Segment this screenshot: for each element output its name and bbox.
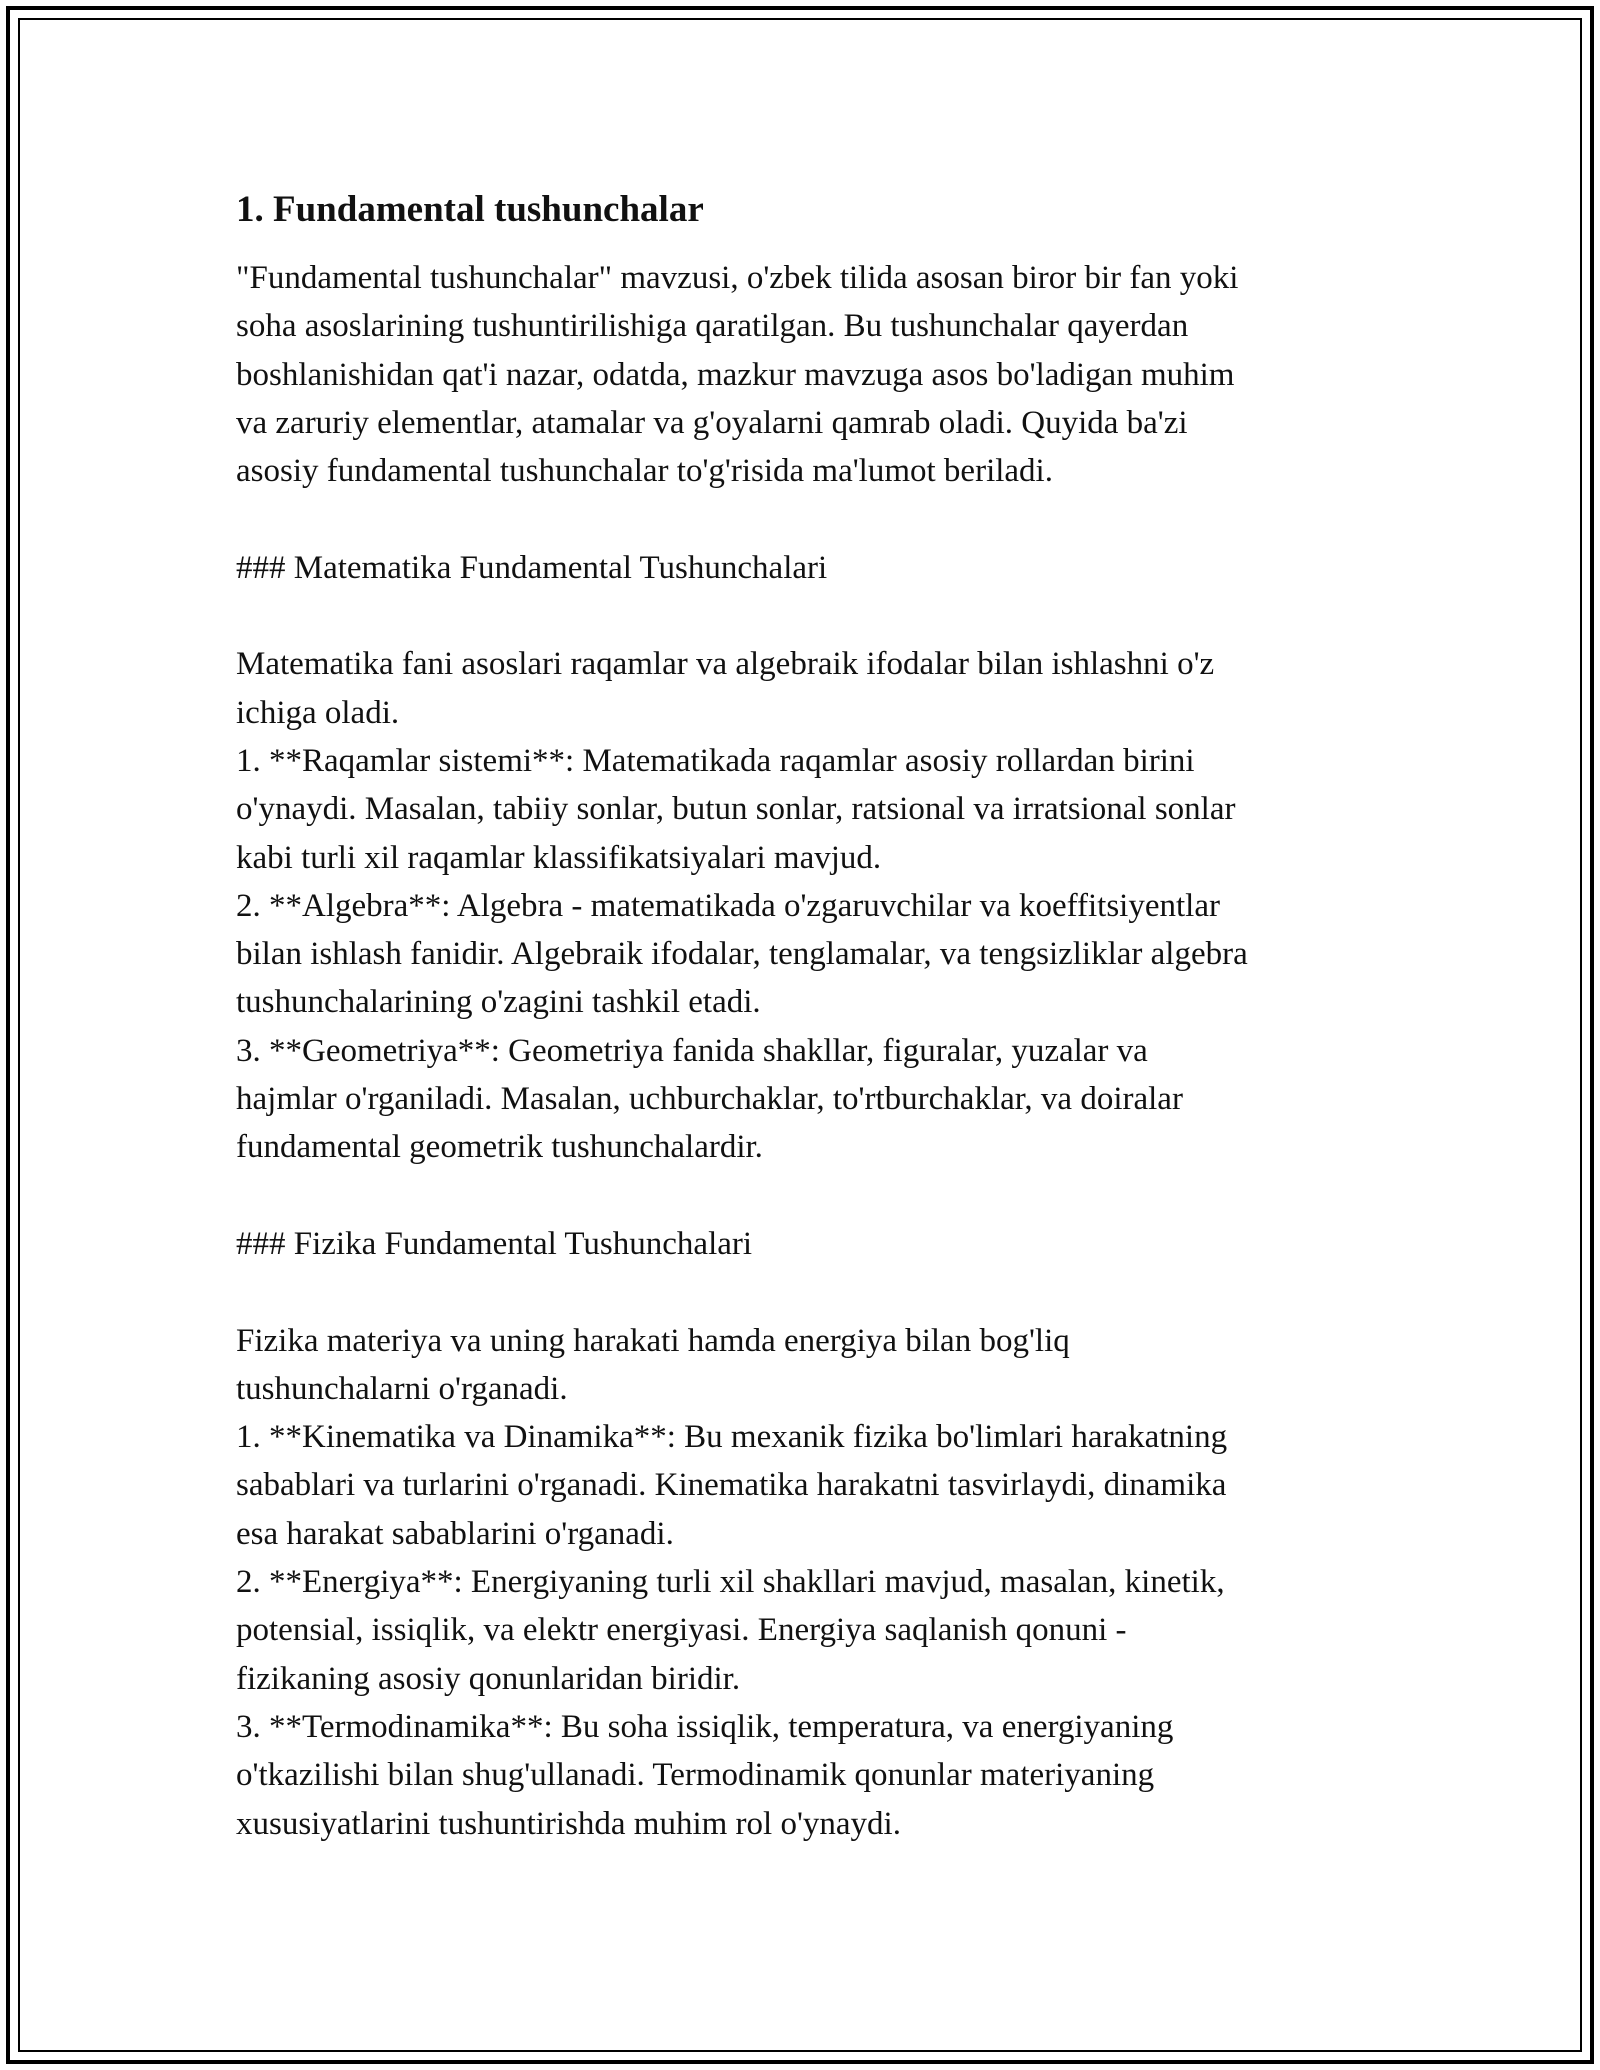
text-line: 3. **Geometriya**: Geometriya fanida shakllar, figuralar, yuzalar va bbox=[236, 1032, 1148, 1069]
text-line: va zaruriy elementlar, atamalar va g'oyalarni qamrab oladi. Quyida ba'zi bbox=[236, 404, 1188, 441]
text-line: boshlanishidan qat'i nazar, odatda, mazkur mavzuga asos bo'ladigan muhim bbox=[236, 356, 1235, 393]
intro-paragraph bbox=[236, 254, 1366, 495]
text-line: "Fundamental tushunchalar" mavzusi, o'zbek tilida asosan biror bir fan yoki bbox=[236, 260, 1239, 296]
text-line: esa harakat sabablarini o'rganadi. bbox=[236, 1515, 674, 1552]
text-line: fundamental geometrik tushunchalardir. bbox=[236, 1129, 763, 1166]
text-line: bilan ishlash fanidir. Algebraik ifodalar, tenglamalar, va tengsizliklar algebra bbox=[236, 936, 1248, 973]
text-line: fizikaning asosiy qonunlaridan biridir. bbox=[236, 1660, 741, 1697]
math-section-heading: ### Matematika Fundamental Tushunchalari bbox=[236, 549, 828, 586]
document-body bbox=[236, 186, 1366, 1848]
text-line: Matematika fani asoslari raqamlar va algebraik ifodalar bilan ishlashni o'z bbox=[236, 646, 1215, 683]
text-line: potensial, issiqlik, va elektr energiyasi. Energiya saqlanish qonuni - bbox=[236, 1612, 1127, 1649]
spacer bbox=[236, 495, 1366, 543]
text-line: kabi turli xil raqamlar klassifikatsiyalari mavjud. bbox=[236, 839, 882, 876]
text-line: 1. **Kinematika va Dinamika**: Bu mexanik fizika bo'limlari harakatning bbox=[236, 1419, 1228, 1456]
document-title: 1. Fundamental tushunchalar bbox=[236, 189, 704, 230]
physics-section-heading: ### Fizika Fundamental Tushunchalari bbox=[236, 1225, 753, 1262]
spacer bbox=[236, 1172, 1366, 1220]
text-line: hajmlar o'rganiladi. Masalan, uchburchaklar, to'rtburchaklar, va doiralar bbox=[236, 1081, 1183, 1118]
text-line: 3. **Termodinamika**: Bu soha issiqlik, temperatura, va energiyaning bbox=[236, 1708, 1174, 1745]
text-line: sabablari va turlarini o'rganadi. Kinematika harakatni tasvirlaydi, dinamika bbox=[236, 1467, 1227, 1504]
text-line: ichiga oladi. bbox=[236, 694, 400, 731]
text-line: soha asoslarining tushuntirilishiga qaratilgan. Bu tushunchalar qayerdan bbox=[236, 308, 1189, 345]
text-line: 2. **Energiya**: Energiyaning turli xil shakllari mavjud, masalan, kinetik, bbox=[236, 1564, 1225, 1601]
spacer bbox=[236, 1268, 1366, 1316]
physics-section-body bbox=[236, 1317, 1366, 1848]
text-line: o'ynaydi. Masalan, tabiiy sonlar, butun sonlar, ratsional va irratsional sonlar bbox=[236, 791, 1236, 828]
text-line: tushunchalarni o'rganadi. bbox=[236, 1370, 568, 1407]
text-line: 2. **Algebra**: Algebra - matematikada o'zgaruvchilar va koeffitsiyentlar bbox=[236, 887, 1220, 924]
text-line: o'tkazilishi bilan shug'ullanadi. Termodinamik qonunlar materiyaning bbox=[236, 1757, 1155, 1794]
text-line: asosiy fundamental tushunchalar to'g'risida ma'lumot beriladi. bbox=[236, 453, 1053, 490]
text-line: tushunchalarining o'zagini tashkil etadi. bbox=[236, 984, 761, 1021]
math-section-body bbox=[236, 640, 1366, 1171]
text-line: Fizika materiya va uning harakati hamda energiya bilan bog'liq bbox=[236, 1322, 1070, 1359]
text-line: xususiyatlarini tushuntirishda muhim rol o'ynaydi. bbox=[236, 1805, 901, 1842]
text-line: 1. **Raqamlar sistemi**: Matematikada raqamlar asosiy rollardan birini bbox=[236, 742, 1195, 779]
spacer bbox=[236, 592, 1366, 640]
